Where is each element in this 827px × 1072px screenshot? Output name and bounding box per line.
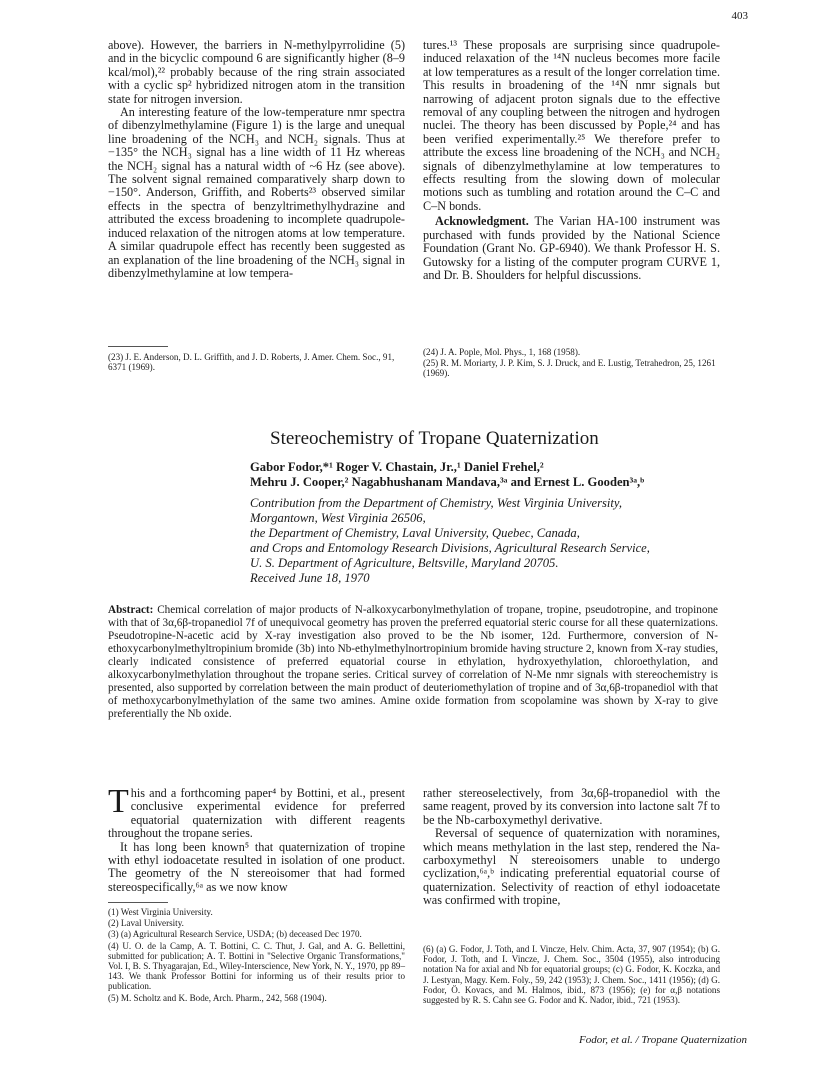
abstract-text: Chemical correlation of major products of N-alkoxycarbonylmethylation of tropane, tropine, pseudotropine, and tropinone with that of 3α,6β-tropanediol 7f of unequivocal geometry has proven the preferred equatorial steric course for all these quaternizations. Pseudotropine-N-acetic acid by X-ray investigation also proved to be the Nb isomer, 12d. Furthermore, conversion of N-ethoxycarbonylmethyltropinium bromide (3b) into Nb-ethylmethylnortropinium bromide having structure 2, known from X-ray studies, clearly indicated consistence of preferred equatorial course in ethylation, hydroxyethylation, chloroethylation, and alkoxycarbonylmethylation throughout the tropane series. Critical survey of correlation of N-Me nmr signals with stereochemistry is presented, also supported by correlation between the main product of deuteriomethylation of tropine and of 3α,6β-tropanediol with that of methoxycarbonylmethylation of the same two amines. Amine oxide formation from scopolamine was shown by X-ray to give preferentially the Nb oxide. [108,604,719,720]
paragraph: Reversal of sequence of quaternization with noramines, which means methylation in the last step, rendered the Na-carboxymethyl N stereoisomers unable to undergo cyclization,⁶ᵃ,ᵇ indicating preferential equatorial course of quaternization. Selectivity of reaction of ethyl iodoacetate was confirmed with tropine, [423,826,720,908]
top-left-column [108,39,405,280]
top-right-footnotes [423,347,720,380]
paragraph: rather stereoselectively, from 3α,6β-tropanediol with the same reagent, proved by its conversion into lactone salt 7f to be the Nb-carboxymethyl derivative. [423,786,720,827]
drop-cap: T [108,783,129,820]
paragraph: It has long been known⁵ that quaternization of tropine with ethyl iodoacetate resulted in isolation of one product. The geometry of the N stereoisomer that had formed stereospecifically,⁶ᵃ as we now know [108,839,405,894]
paragraph: An interesting feature of the low-temperature nmr spectra of dibenzylmethylamine (Figure 1) is the large and unequal line broadening of the NCH₃ and NCH₂ signals. Thus at −135° the NCH₃ signal has a line width of 11 Hz whereas the NCH₂ signal has a natural width of ~6 Hz (see above). The solvent signal remained comparatively sharp down to −150°. Anderson, Griffith, and Roberts²³ observed similar effects in the spectra of benzyltrimethylhydrazine and attributed the excess broadening to incomplete quadrupole-induced relaxation of the nitrogen atoms at low temperature. A similar quadrupole effect has recently been suggested as an explanation of the line broadening of the NCH₃ signal in dibenzylmethylamine at low tempera- [108,105,405,280]
abstract [108,604,718,721]
article-affiliation: Contribution from the Department of Chemistry, West Virginia University, Morgantown, West Virginia 26506, the Department of Chemistry, Laval University, Quebec, Canada, and Crops and Entomology Research Divisions, Agricultural Research Service, U. S. Department of Agriculture, Beltsville, Maryland 20705. Received June 18, 1970 [250,496,650,585]
footnote: (3) (a) Agricultural Research Service, USDA; (b) deceased Dec 1970. [108,929,362,940]
acknowledgment-text: The Varian HA-100 instrument was purchased with funds provided by the National Science Foundation (Grant No. GP-6940). We thank Professor H. S. Gutowsky for a listing of the computer program CURVE 1, and Dr. B. Shoulders for helpful discussions. [423,214,721,282]
footnote: (24) J. A. Pople, Mol. Phys., 1, 168 (1958). [423,347,581,357]
footnote: (4) U. O. de la Camp, A. T. Bottini, C. C. Thut, J. Gal, and A. G. Bellettini, submitted for publication; A. T. Bottini in "Selective Organic Transformations," Vol. I, B. S. Thyagarajan, Ed., Wiley-Interscience, New York, N. Y., 1970, pp 89–143. We thank Professor Bottini for informing us of their results prior to publication. [108,940,405,992]
footnote: (23) J. E. Anderson, D. L. Griffith, and J. D. Roberts, J. Amer. Chem. Soc., 91, 6371 (1969). [108,352,395,373]
article-title: Stereochemistry of Tropane Quaternization [270,428,599,449]
footnote-rule [108,902,168,903]
footnote: (6) (a) G. Fodor, J. Toth, and I. Vincze, Helv. Chim. Acta, 37, 907 (1954); (b) G. Fodor, J. Toth, and I. Vincze, J. Chem. Soc., 3504 (1955), also introducing notation Na for axial and Nb for equatorial groups; (c) G. Fodor, K. Koczka, and J. Lestyan, Magy. Kem. Foly., 59, 242 (1953); J. Chem. Soc., 1411 (1956); (d) G. Fodor, Ö. Kovacs, and M. Halmos, ibid., 873 (1956); (e) for α,β notations suggested by R. S. Cahn see G. Fodor and K. Nador, ibid., 721 (1953). [423,944,720,1006]
paragraph-text: his and a forthcoming paper⁴ by Bottini, et al., present conclusive experimental evidence for preferred equatorial quaternization with different reagents throughout the tropane series. [108,786,405,841]
acknowledgment [423,215,720,282]
top-left-footnotes [108,352,405,373]
paragraph: tures.¹³ These proposals are surprising since quadrupole-induced relaxation of the ¹⁴N nucleus becomes more facile at low temperatures as a result of the longer correlation time. This results in broadening of the ¹⁴N nmr signals but narrowing of adjacent proton signals due to the effective removal of any coupling between the nitrogen and hydrogen nuclei. The theory has been discussed by Pople,²⁴ and has been verified experimentally.²⁵ We therefore prefer to attribute the excess line broadening of the NCH₃ and NCH₂ signals of dibenzylmethylamine at low temperatures to effects resulting from the slowing down of molecular motions such as tumbling and rotation around the C–C and C–N bonds. [423,38,720,213]
page-number: 403 [731,10,748,22]
abstract-label: Abstract: [108,604,154,616]
paragraph [108,783,405,841]
paragraph: above). However, the barriers in N-methylpyrrolidine (5) and in the bicyclic compound 6 are significantly higher (8–9 kcal/mol),²² probably because of the ring strain associated with a cyclic sp² hybridized nitrogen atom in the transition state for nitrogen inversion. [108,38,405,106]
running-footer: Fodor, et al. / Tropane Quaternization [579,1034,747,1046]
top-right-column [423,39,720,282]
footnote: (1) West Virginia University. [108,907,213,917]
footnote-rule [108,346,168,347]
body-left-column [108,783,405,894]
footnote: (5) M. Scholtz and K. Bode, Arch. Pharm., 242, 568 (1904). [108,992,327,1003]
body-right-column [423,787,720,908]
body-left-footnotes [108,907,405,1004]
footnote: (2) Laval University. [108,918,184,929]
body-right-footnotes [423,944,720,1006]
article-authors: Gabor Fodor,*¹ Roger V. Chastain, Jr.,¹ Daniel Frehel,² Mehru J. Cooper,² Nagabhushanam Mandava,³ᵃ and Ernest L. Gooden³ᵃ,ᵇ [250,460,645,489]
footnote: (25) R. M. Moriarty, J. P. Kim, S. J. Druck, and E. Lustig, Tetrahedron, 25, 1261 (1969). [423,358,716,379]
acknowledgment-label: Acknowledgment. [435,214,529,229]
